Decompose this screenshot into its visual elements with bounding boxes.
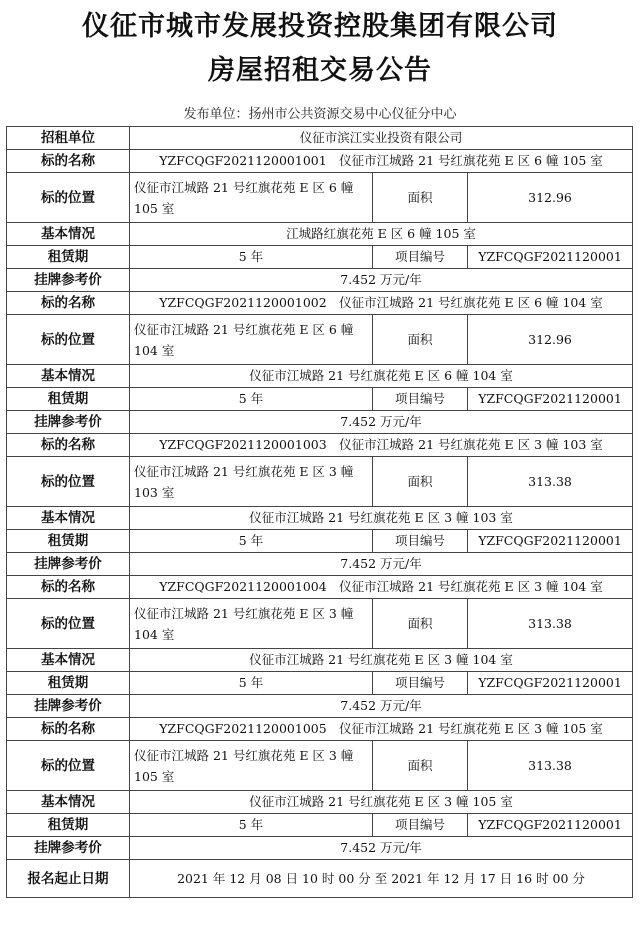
lot-location: 仪征市江城路 21 号红旗花苑 E 区 3 幢 104 室	[130, 599, 373, 649]
lot-location: 仪征市江城路 21 号红旗花苑 E 区 6 幢 105 室	[130, 173, 373, 223]
lot-basic-row	[7, 649, 633, 672]
basic-label: 基本情况	[7, 365, 130, 388]
lot-area: 313.38	[468, 457, 633, 507]
ref-price-label: 挂牌参考价	[7, 695, 130, 718]
lot-name: YZFCQGF2021120001004 仪征市江城路 21 号红旗花苑 E 区 3 幢 104 室	[130, 576, 633, 599]
term-label: 租赁期	[7, 814, 130, 837]
location-label: 标的位置	[7, 741, 130, 791]
lot-term-row	[7, 388, 633, 411]
basic-label: 基本情况	[7, 507, 130, 530]
lot-term-row	[7, 672, 633, 695]
lot-ref-price: 7.452 万元/年	[130, 695, 633, 718]
name-label: 标的名称	[7, 434, 130, 457]
lot-project-no: YZFCQGF2021120001	[468, 814, 633, 837]
lot-location-row	[7, 741, 633, 791]
lot-term-row	[7, 814, 633, 837]
page-subtitle: 房屋招租交易公告	[208, 55, 432, 86]
lot-ref-price: 7.452 万元/年	[130, 837, 633, 860]
lot-location-row	[7, 315, 633, 365]
lot-name: YZFCQGF2021120001003 仪征市江城路 21 号红旗花苑 E 区 3 幢 103 室	[130, 434, 633, 457]
lessor-row	[7, 127, 633, 150]
lot-basic-row	[7, 791, 633, 814]
lot-basic-row	[7, 365, 633, 388]
area-label: 面积	[373, 173, 468, 223]
lot-basic: 仪征市江城路 21 号红旗花苑 E 区 3 幢 105 室	[130, 791, 633, 814]
area-label: 面积	[373, 741, 468, 791]
project-no-label: 项目编号	[373, 672, 468, 695]
location-label: 标的位置	[7, 315, 130, 365]
listing-table	[6, 126, 633, 898]
lot-location-row	[7, 457, 633, 507]
location-label: 标的位置	[7, 173, 130, 223]
area-label: 面积	[373, 457, 468, 507]
lot-area: 312.96	[468, 173, 633, 223]
lot-basic: 仪征市江城路 21 号红旗花苑 E 区 6 幢 104 室	[130, 365, 633, 388]
page-title: 仪征市城市发展投资控股集团有限公司	[82, 11, 558, 42]
lot-area: 313.38	[468, 741, 633, 791]
lot-name-row	[7, 718, 633, 741]
lot-term: 5 年	[130, 672, 373, 695]
name-label: 标的名称	[7, 718, 130, 741]
publisher-line: 发布单位：扬州市公共资源交易中心仪征分中心	[183, 107, 457, 122]
lot-basic-row	[7, 223, 633, 246]
lot-ref-price: 7.452 万元/年	[130, 553, 633, 576]
lot-basic: 仪征市江城路 21 号红旗花苑 E 区 3 幢 103 室	[130, 507, 633, 530]
basic-label: 基本情况	[7, 223, 130, 246]
lot-project-no: YZFCQGF2021120001	[468, 530, 633, 553]
lot-name-row	[7, 150, 633, 173]
lot-name: YZFCQGF2021120001002 仪征市江城路 21 号红旗花苑 E 区 6 幢 104 室	[130, 292, 633, 315]
lot-price-row	[7, 553, 633, 576]
project-no-label: 项目编号	[373, 814, 468, 837]
lot-area: 313.38	[468, 599, 633, 649]
basic-label: 基本情况	[7, 791, 130, 814]
ref-price-label: 挂牌参考价	[7, 269, 130, 292]
lot-price-row	[7, 837, 633, 860]
lot-project-no: YZFCQGF2021120001	[468, 672, 633, 695]
lot-name-row	[7, 576, 633, 599]
lot-term: 5 年	[130, 246, 373, 269]
area-label: 面积	[373, 315, 468, 365]
lot-name: YZFCQGF2021120001001 仪征市江城路 21 号红旗花苑 E 区 6 幢 105 室	[130, 150, 633, 173]
ref-price-label: 挂牌参考价	[7, 553, 130, 576]
lot-location: 仪征市江城路 21 号红旗花苑 E 区 3 幢 105 室	[130, 741, 373, 791]
lot-name: YZFCQGF2021120001005 仪征市江城路 21 号红旗花苑 E 区 3 幢 105 室	[130, 718, 633, 741]
lot-ref-price: 7.452 万元/年	[130, 411, 633, 434]
name-label: 标的名称	[7, 150, 130, 173]
lot-term: 5 年	[130, 814, 373, 837]
lessor-label: 招租单位	[7, 127, 130, 150]
location-label: 标的位置	[7, 599, 130, 649]
lot-term-row	[7, 530, 633, 553]
project-no-label: 项目编号	[373, 530, 468, 553]
lot-name-row	[7, 434, 633, 457]
lot-basic: 仪征市江城路 21 号红旗花苑 E 区 3 幢 104 室	[130, 649, 633, 672]
lot-location-row	[7, 599, 633, 649]
lot-term: 5 年	[130, 530, 373, 553]
lot-location-row	[7, 173, 633, 223]
lot-project-no: YZFCQGF2021120001	[468, 388, 633, 411]
lot-basic-row	[7, 507, 633, 530]
term-label: 租赁期	[7, 246, 130, 269]
basic-label: 基本情况	[7, 649, 130, 672]
signup-period: 2021 年 12 月 08 日 10 时 00 分 至 2021 年 12 月 17 日 16 时 00 分	[130, 860, 633, 898]
ref-price-label: 挂牌参考价	[7, 837, 130, 860]
name-label: 标的名称	[7, 576, 130, 599]
lot-price-row	[7, 411, 633, 434]
ref-price-label: 挂牌参考价	[7, 411, 130, 434]
lot-term: 5 年	[130, 388, 373, 411]
area-label: 面积	[373, 599, 468, 649]
lot-name-row	[7, 292, 633, 315]
name-label: 标的名称	[7, 292, 130, 315]
lot-price-row	[7, 695, 633, 718]
term-label: 租赁期	[7, 388, 130, 411]
project-no-label: 项目编号	[373, 388, 468, 411]
lot-area: 312.96	[468, 315, 633, 365]
lot-ref-price: 7.452 万元/年	[130, 269, 633, 292]
lot-price-row	[7, 269, 633, 292]
project-no-label: 项目编号	[373, 246, 468, 269]
lot-project-no: YZFCQGF2021120001	[468, 246, 633, 269]
term-label: 租赁期	[7, 530, 130, 553]
signup-row	[7, 860, 633, 898]
term-label: 租赁期	[7, 672, 130, 695]
location-label: 标的位置	[7, 457, 130, 507]
lot-location: 仪征市江城路 21 号红旗花苑 E 区 6 幢 104 室	[130, 315, 373, 365]
lessor-value: 仪征市滨江实业投资有限公司	[130, 127, 633, 150]
lot-term-row	[7, 246, 633, 269]
lot-location: 仪征市江城路 21 号红旗花苑 E 区 3 幢 103 室	[130, 457, 373, 507]
lot-basic: 江城路红旗花苑 E 区 6 幢 105 室	[130, 223, 633, 246]
signup-label: 报名起止日期	[7, 860, 130, 898]
